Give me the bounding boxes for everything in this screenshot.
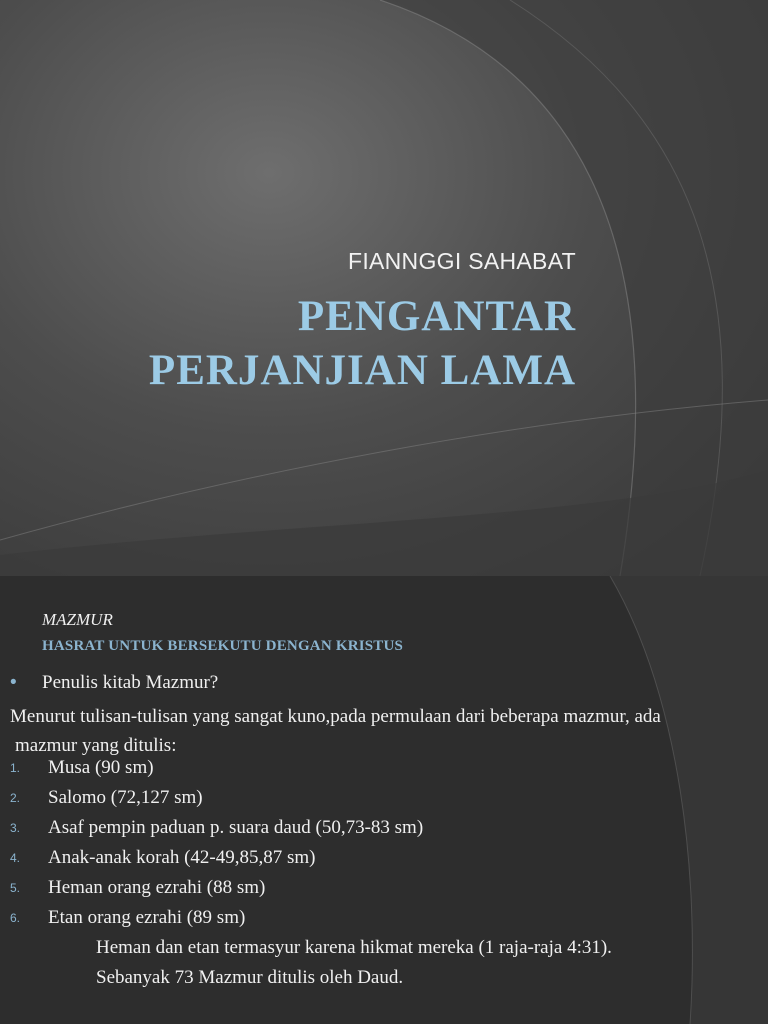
slide-title xyxy=(149,290,576,398)
list-text: Etan orang ezrahi (89 sm) xyxy=(48,907,246,928)
note-line-1: Heman dan etan termasyur karena hikmat mereka (1 raja-raja 4:31). xyxy=(96,937,612,958)
intro-line-2: mazmur yang ditulis: xyxy=(15,735,177,756)
list-text: Anak-anak korah (42-49,85,87 sm) xyxy=(48,847,316,868)
list-number: 4. xyxy=(10,851,21,865)
title-line-2: PERJANJIAN LAMA xyxy=(148,347,576,394)
list-text: Heman orang ezrahi (88 sm) xyxy=(48,877,266,898)
slide-subheading: HASRAT UNTUK BERSEKUTU DENGAN KRISTUS xyxy=(42,638,404,654)
slide-heading: MAZMUR xyxy=(42,610,113,629)
bullet-item xyxy=(10,672,218,694)
list-number: 2. xyxy=(10,791,21,805)
bullet-icon: • xyxy=(10,672,17,693)
list-text: Asaf pempin paduan p. suara daud (50,73-83 sm) xyxy=(48,817,424,838)
list-number: 1. xyxy=(10,761,21,775)
content-slide xyxy=(0,576,768,1024)
presenter-name: FIANNGGI SAHABAT xyxy=(347,248,576,274)
bullet-text: Penulis kitab Mazmur? xyxy=(42,672,219,693)
list-number: 5. xyxy=(10,881,21,895)
list-number: 6. xyxy=(10,911,21,925)
list-text: Musa (90 sm) xyxy=(48,757,154,778)
list-text: Salomo (72,127 sm) xyxy=(48,787,203,808)
list-number: 3. xyxy=(10,821,21,835)
intro-paragraph xyxy=(10,702,755,760)
title-line-1: PENGANTAR xyxy=(297,293,576,340)
intro-line-1: Menurut tulisan-tulisan yang sangat kuno,pada permulaan dari beberapa mazmur, ada xyxy=(10,706,661,727)
note-line-2: Sebanyak 73 Mazmur ditulis oleh Daud. xyxy=(96,967,404,988)
